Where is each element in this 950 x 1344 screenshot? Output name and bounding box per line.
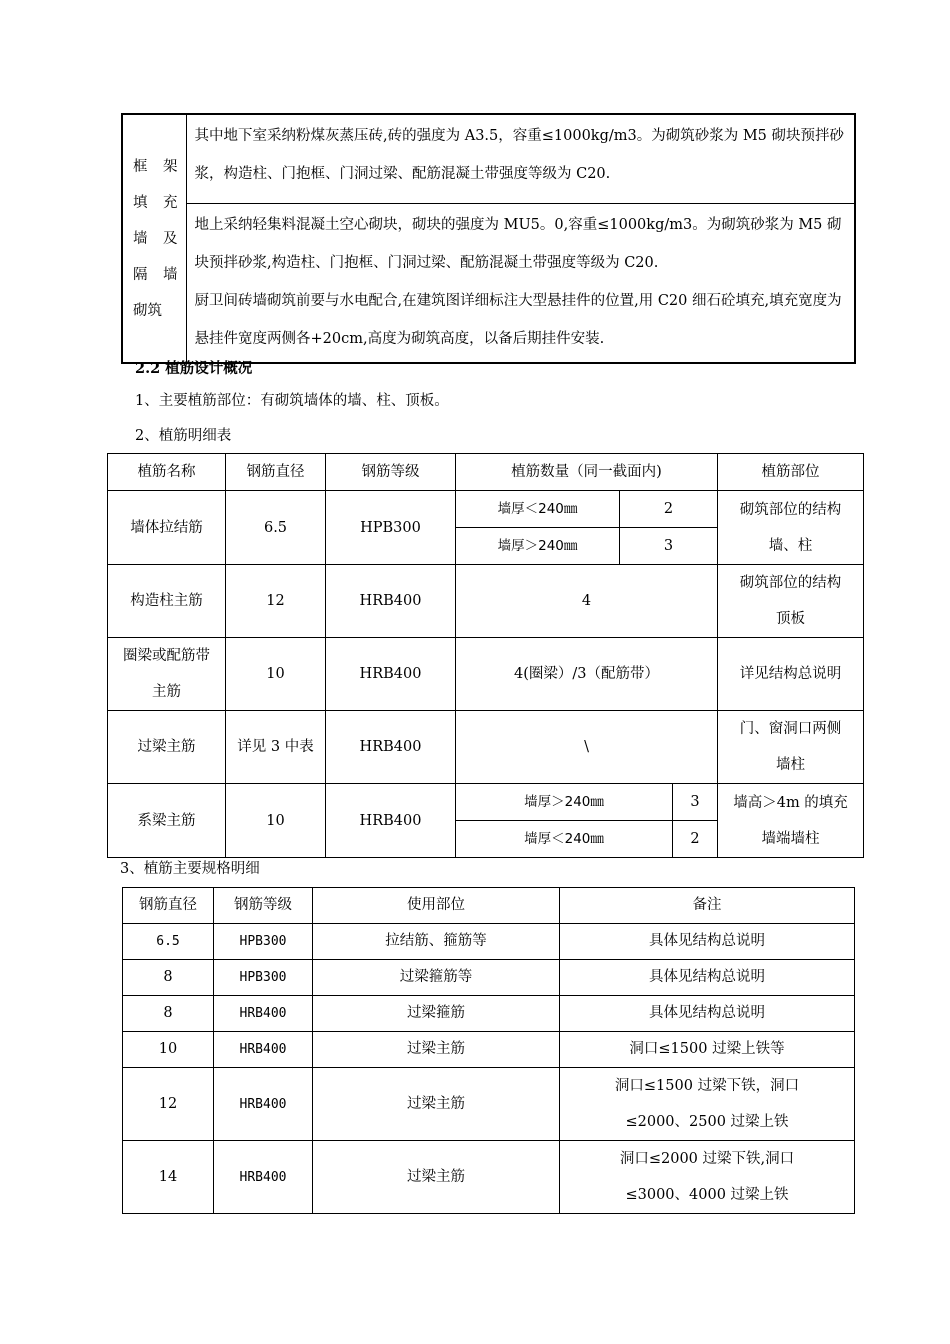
rebar-qty: 3 [673, 784, 718, 821]
header-cell: 备注 [560, 888, 855, 924]
name-line: 主筋 [152, 684, 181, 700]
rebar-grade: HRB400 [326, 784, 456, 858]
basement-description: 其中地下室采纳粉煤灰蒸压砖,砖的强度为 A3.5，容重≤1000kg/m3。为砌筑砂浆为 M5 砌块预拌砂浆，构造柱、门抱框、门洞过梁、配筋混凝土带强度等级为 C20. [186, 114, 855, 204]
spec-grade: HRB400 [214, 1141, 313, 1214]
label-char: 架 [163, 158, 178, 175]
label-char: 及 [163, 230, 178, 247]
spec-use: 过梁箍筋 [313, 996, 560, 1032]
wall-thickness-cond: 墙厚＞240㎜ [456, 528, 620, 565]
label-char: 框 [133, 158, 148, 175]
location-line: 砌筑部位的结构 [739, 575, 842, 591]
label-char: 填 [133, 194, 148, 211]
rebar-grade: HRB400 [326, 565, 456, 638]
note-line: 洞口≤1500 过梁下铁，洞口 [614, 1078, 800, 1094]
rebar-location [718, 565, 864, 638]
rebar-location: 详见结构总说明 [718, 638, 864, 711]
rebar-location [718, 711, 864, 784]
rebar-location [718, 784, 864, 858]
spec-grade: HRB400 [214, 996, 313, 1032]
spec-use: 过梁主筋 [313, 1032, 560, 1068]
header-cell: 钢筋直径 [123, 888, 214, 924]
section-title: 2.2 植筋设计概况 [135, 360, 253, 377]
rebar-detail-table [107, 453, 864, 858]
note-line: ≤2000、2500 过梁上铁 [625, 1114, 789, 1130]
rebar-qty: 4 [456, 565, 718, 638]
header-cell: 钢筋等级 [214, 888, 313, 924]
location-line: 墙高＞4m 的填充 [733, 794, 848, 811]
spec-grade: HRB400 [214, 1032, 313, 1068]
table-row [123, 960, 855, 996]
rebar-diameter: 详见 3 中表 [226, 711, 326, 784]
header-cell: 植筋名称 [108, 454, 226, 491]
kitchen-bath-text: 厨卫间砖墙砌筑前要与水电配合,在建筑图详细标注大型悬挂件的位置,用 C20 细石砼填充,填充宽度为悬挂件宽度两侧各+20cm,高度为砌筑高度，以备后期挂件安装. [194, 293, 842, 347]
item-3: 3、植筋主要规格明细 [120, 861, 260, 877]
spec-grade: HPB300 [214, 960, 313, 996]
spec-note [560, 1068, 855, 1141]
header-cell: 使用部位 [313, 888, 560, 924]
item-1: 1、主要植筋部位：有砌筑墙体的墙、柱、顶板。 [135, 393, 449, 409]
rebar-grade: HRB400 [326, 638, 456, 711]
wall-masonry-label [122, 114, 186, 363]
rebar-name: 墙体拉结筋 [108, 491, 226, 565]
spec-use: 过梁主筋 [313, 1068, 560, 1141]
rebar-name: 过梁主筋 [108, 711, 226, 784]
rebar-qty: 4(圈梁）/3（配筋带） [456, 638, 718, 711]
label-char: 墙 [163, 266, 178, 283]
spec-note [560, 1141, 855, 1214]
wall-thickness-cond: 墙厚＜240㎜ [456, 821, 673, 858]
location-line: 墙柱 [776, 757, 806, 773]
rebar-qty: 3 [620, 528, 718, 565]
rebar-diameter: 10 [226, 784, 326, 858]
item-2: 2、植筋明细表 [135, 428, 232, 444]
rebar-diameter: 10 [226, 638, 326, 711]
spec-note: 具体见结构总说明 [560, 924, 855, 960]
note-line: ≤3000、4000 过梁上铁 [625, 1187, 789, 1203]
rebar-qty: 2 [620, 491, 718, 528]
location-line: 墙、柱 [768, 537, 813, 554]
rebar-grade: HRB400 [326, 711, 456, 784]
label-char: 充 [163, 194, 178, 211]
rebar-spec-table [122, 887, 855, 1214]
table-row [123, 1068, 855, 1141]
header-cell: 植筋数量（同一截面内) [456, 454, 718, 491]
aboveground-text: 地上采纳轻集料混凝土空心砌块，砌块的强度为 MU5。0,容重≤1000kg/m3。为砌筑砂浆为 M5 砌块预拌砂浆,构造柱、门抱框、门洞过梁、配筋混凝土带强度等级为 C20. [194, 217, 842, 271]
spec-diameter: 8 [123, 960, 214, 996]
rebar-name: 系梁主筋 [108, 784, 226, 858]
note-line: 洞口≤2000 过梁下铁,洞口 [619, 1151, 795, 1167]
spec-note: 洞口≤1500 过梁上铁等 [560, 1032, 855, 1068]
rebar-name: 构造柱主筋 [108, 565, 226, 638]
spec-grade: HRB400 [214, 1068, 313, 1141]
spec-diameter: 6.5 [123, 924, 214, 960]
location-line: 墙端墙柱 [761, 830, 820, 847]
table-row [123, 1141, 855, 1214]
wall-thickness-cond: 墙厚＞240㎜ [456, 784, 673, 821]
rebar-diameter: 12 [226, 565, 326, 638]
table-row [123, 1032, 855, 1068]
location-line: 门、窗洞口两侧 [739, 721, 842, 737]
rebar-qty: 2 [673, 821, 718, 858]
spec-note: 具体见结构总说明 [560, 960, 855, 996]
header-cell: 钢筋直径 [226, 454, 326, 491]
label-char: 墙 [133, 230, 148, 247]
spec-diameter: 8 [123, 996, 214, 1032]
rebar-grade: HPB300 [326, 491, 456, 565]
location-line: 顶板 [776, 611, 806, 627]
spec-grade: HPB300 [214, 924, 313, 960]
label-char: 砌筑 [133, 302, 162, 319]
rebar-qty: \ [456, 711, 718, 784]
aboveground-description [186, 204, 855, 364]
spec-diameter: 12 [123, 1068, 214, 1141]
spec-use: 过梁箍筋等 [313, 960, 560, 996]
rebar-diameter: 6.5 [226, 491, 326, 565]
header-cell: 钢筋等级 [326, 454, 456, 491]
table-row [123, 996, 855, 1032]
rebar-location [718, 491, 864, 565]
spec-use: 拉结筋、箍筋等 [313, 924, 560, 960]
spec-diameter: 10 [123, 1032, 214, 1068]
wall-thickness-cond: 墙厚＜240㎜ [456, 491, 620, 528]
rebar-name [108, 638, 226, 711]
wall-masonry-table [121, 113, 856, 364]
spec-note: 具体见结构总说明 [560, 996, 855, 1032]
label-char: 隔 [133, 266, 148, 283]
location-line: 砌筑部位的结构 [739, 501, 842, 518]
header-cell: 植筋部位 [718, 454, 864, 491]
name-line: 圈梁或配筋带 [123, 648, 210, 664]
table-row [123, 924, 855, 960]
spec-use: 过梁主筋 [313, 1141, 560, 1214]
spec-diameter: 14 [123, 1141, 214, 1214]
